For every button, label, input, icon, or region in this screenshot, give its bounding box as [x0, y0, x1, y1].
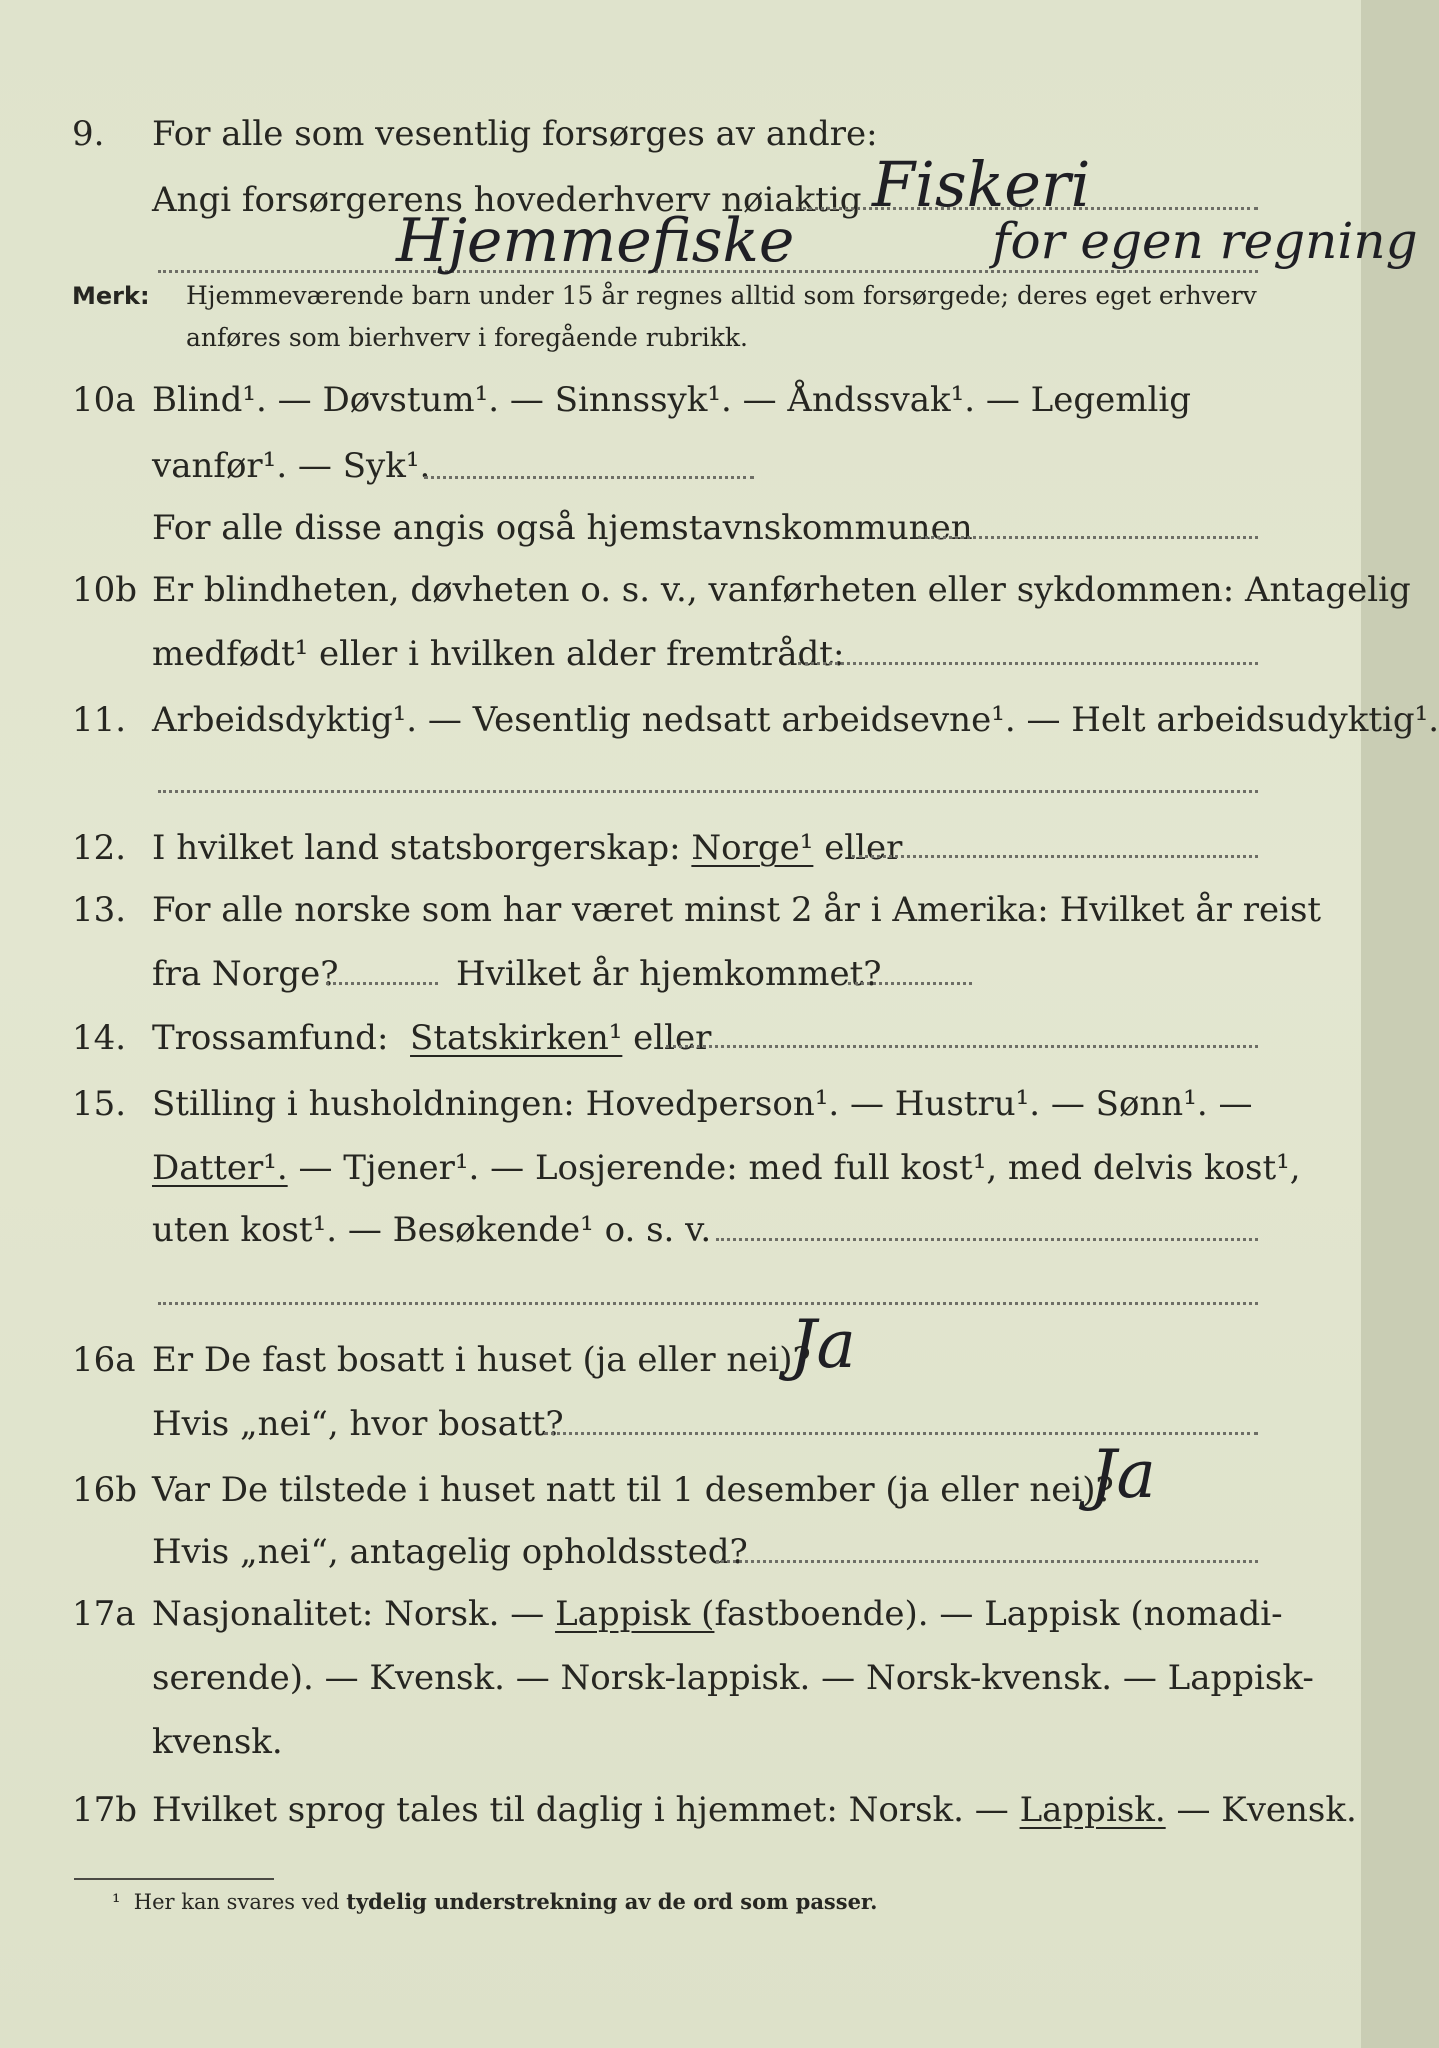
q9-text2: Angi forsørgerens hovederhverv nøiaktig: [152, 180, 862, 220]
q14-text: [152, 1008, 711, 1068]
q10b-line2: [0, 624, 1361, 684]
q10b-text2: medfødt¹ eller i hvilken alder fremtrådt:: [152, 634, 845, 674]
q13-number: 13.: [72, 890, 127, 930]
q10a-hjemstavn-line: [918, 536, 1258, 539]
q16a-handwritten-ja: Ja: [790, 1306, 856, 1383]
q15-text1: Stilling i husholdningen: Hovedperson¹. — Hustru¹. — Sønn¹. —: [152, 1084, 1253, 1124]
q12-answer-line: [852, 855, 1258, 858]
q9-number: 9.: [72, 114, 105, 154]
q16a-line2: [0, 1394, 1361, 1454]
q14-number: 14.: [72, 1018, 127, 1058]
q9-text1: For alle som vesentlig forsørges av andre:: [152, 114, 878, 154]
q13-line1: [0, 880, 1361, 940]
q14-post: eller: [633, 1018, 712, 1058]
merk-label: Merk:: [72, 282, 150, 310]
q14-underlined-statskirken: Statskirken¹: [410, 1018, 623, 1058]
q17a-line1: [0, 1584, 1361, 1644]
q17b-text: [152, 1780, 1357, 1840]
footnote: [112, 1885, 877, 1919]
q11-line1: [0, 690, 1439, 750]
q9-handwritten-hjemmefiske: Hjemmefiske: [396, 206, 795, 276]
footnote-bold: tydelig understrekning av de ord som passer.: [346, 1889, 878, 1914]
q10a-line2: [0, 436, 1361, 496]
q17b-pre: Hvilket sprog tales til daglig i hjemmet: Norsk. —: [152, 1790, 1009, 1830]
q15-answer-line2: [158, 1302, 1258, 1305]
q17b-line1: [0, 1780, 1361, 1840]
q10a-text2: vanfør¹. — Syk¹.: [152, 446, 431, 486]
q16a-answer-line: [544, 1432, 1258, 1435]
q16b-text1: Var De tilstede i huset natt til 1 desember (ja eller nei)?: [152, 1470, 1114, 1510]
footnote-rule: [74, 1878, 274, 1880]
q16b-number: 16b: [72, 1470, 138, 1510]
q15-number: 15.: [72, 1084, 127, 1124]
q17b-number: 17b: [72, 1790, 138, 1830]
q15-line1: [0, 1074, 1361, 1134]
q10a-text3: For alle disse angis også hjemstavnskommunen: [152, 508, 973, 548]
q15-answer-line: [716, 1238, 1258, 1241]
q10b-number: 10b: [72, 570, 138, 610]
q16b-answer-line: [716, 1560, 1258, 1563]
q13-hjemkommet-line: [848, 982, 972, 985]
q15-underlined-datter: Datter¹.: [152, 1148, 288, 1188]
q9-handwritten-egen-regning: for egen regning: [992, 212, 1418, 270]
merk-line1: [0, 276, 1361, 316]
q13-line2: [0, 944, 1361, 1004]
q17a-line3: [0, 1712, 1361, 1772]
q10a-text1: Blind¹. — Døvstum¹. — Sinnssyk¹. — Åndssvak¹. — Legemlig: [152, 380, 1191, 420]
q16b-handwritten-ja: Ja: [1090, 1436, 1156, 1513]
q16a-number: 16a: [72, 1340, 136, 1380]
q10a-line3: [0, 498, 1361, 558]
q10b-answer-line: [798, 662, 1258, 665]
q16b-line2: [0, 1522, 1361, 1582]
q17b-post: — Kvensk.: [1176, 1790, 1357, 1830]
q11-number: 11.: [72, 700, 127, 740]
q17a-underlined-lappisk: Lappisk (: [555, 1594, 715, 1634]
q15-text2-rest: — Tjener¹. — Losjerende: med full kost¹, med delvis kost¹,: [298, 1148, 1301, 1188]
q10b-text1: Er blindheten, døvheten o. s. v., vanførheten eller sykdommen: Antagelig: [152, 570, 1411, 610]
q11-answer-line: [158, 790, 1258, 793]
q16a-text1: Er De fast bosatt i huset (ja eller nei)?: [152, 1340, 811, 1380]
q12-post: eller: [824, 828, 903, 868]
q17a-text3: kvensk.: [152, 1722, 283, 1762]
q17a-line2: [0, 1648, 1361, 1708]
q9-line1: [0, 104, 1361, 164]
merk-line2: [0, 318, 1361, 358]
q14-line1: [0, 1008, 1361, 1068]
q13-text2b: Hvilket år hjemkommet?: [456, 954, 882, 994]
q12-pre: I hvilket land statsborgerskap:: [152, 828, 681, 868]
q17b-underlined-lappisk: Lappisk.: [1019, 1790, 1166, 1830]
q12-number: 12.: [72, 828, 127, 868]
q14-pre: Trossamfund:: [152, 1018, 389, 1058]
merk-text2: anføres som bierhverv i foregående rubrikk.: [186, 323, 748, 352]
q12-underlined-norge: Norge¹: [691, 828, 814, 868]
q15-line3: [0, 1200, 1361, 1260]
q13-text2a: fra Norge?: [152, 954, 339, 994]
q15-line2: [0, 1138, 1361, 1198]
q17a-post: fastboende). — Lappisk (nomadi-: [714, 1594, 1283, 1634]
q17a-pre: Nasjonalitet: Norsk. —: [152, 1594, 545, 1634]
merk-text1: Hjemmeværende barn under 15 år regnes alltid som forsørgede; deres eget erhverv: [186, 281, 1257, 310]
q10b-line1: [0, 560, 1411, 620]
q9-handwritten-fiskeri: Fiskeri: [872, 148, 1091, 221]
q17a-number: 17a: [72, 1594, 136, 1634]
q14-answer-line: [666, 1045, 1258, 1048]
q12-line1: [0, 818, 1361, 878]
q13-text1: For alle norske som har været minst 2 år i Amerika: Hvilket år reist: [152, 890, 1322, 930]
q16a-line1: [0, 1330, 1361, 1390]
q13-reist-line: [326, 982, 438, 985]
q16a-text2: Hvis „nei“, hvor bosatt?: [152, 1404, 564, 1444]
q10a-line1: [0, 370, 1361, 430]
q12-text: [152, 818, 902, 878]
q10a-answer-line: [424, 476, 754, 479]
footnote-mark: ¹: [112, 1890, 121, 1914]
q10a-number: 10a: [72, 380, 136, 420]
q15-text2: [152, 1138, 1301, 1198]
q17a-text2: serende). — Kvensk. — Norsk-lappisk. — Norsk-kvensk. — Lappisk-: [152, 1658, 1314, 1698]
q15-text3: uten kost¹. — Besøkende¹ o. s. v.: [152, 1210, 712, 1250]
footnote-normal: Her kan svares ved: [133, 1890, 340, 1914]
q11-text1: Arbeidsdyktig¹. — Vesentlig nedsatt arbeidsevne¹. — Helt arbeidsudyktig¹.: [152, 700, 1439, 740]
q17a-text1: [152, 1584, 1283, 1644]
q16b-text2: Hvis „nei“, antagelig opholdssted?: [152, 1532, 748, 1572]
q16b-line1: [0, 1460, 1361, 1520]
